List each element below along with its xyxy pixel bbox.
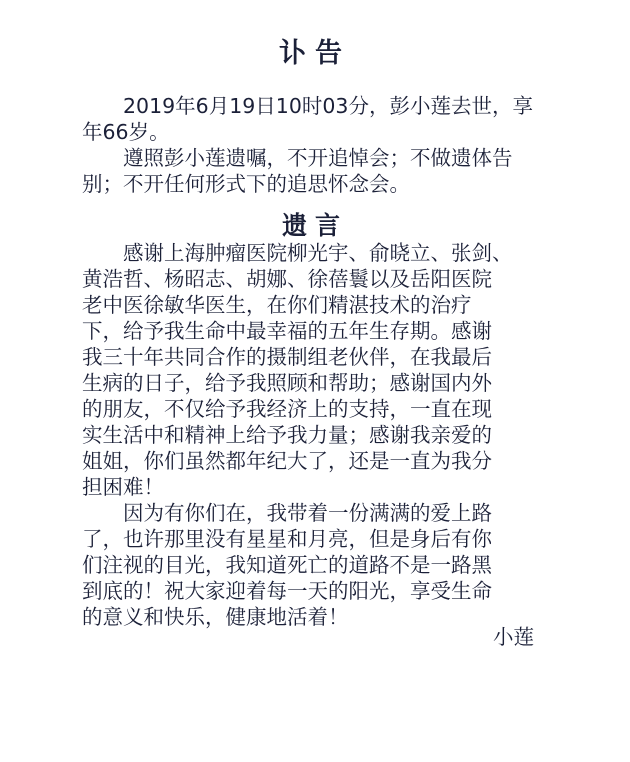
notice-line: 别；不开任何形式下的追思怀念会。 [82,172,410,196]
will-line: 们注视的目光，我知道死亡的道路不是一路黑 [82,553,492,577]
notice-title: 讣告 [279,38,351,69]
will-line: 感谢上海肿瘤医院柳光宇、俞晓立、张剑、 [82,241,513,265]
will-line: 生病的日子，给予我照顾和帮助；感谢国内外 [82,371,492,395]
will-line: 下，给予我生命中最幸福的五年生存期。感谢 [82,319,492,343]
notice-line: 年66岁。 [82,120,170,144]
signature: 小莲 [493,625,534,649]
will-line: 姐姐，你们虽然都年纪大了，还是一直为我分 [82,449,492,473]
will-line: 到底的！祝大家迎着每一天的阳光，享受生命 [82,579,492,603]
will-line: 了，也许那里没有星星和月亮，但是身后有你 [82,527,492,551]
will-title: 遗言 [281,211,348,240]
will-line: 的意义和快乐，健康地活着！ [82,605,349,629]
will-line: 老中医徐敏华医生，在你们精湛技术的治疗 [82,293,472,317]
will-line: 我三十年共同合作的摄制组老伙伴，在我最后 [82,345,492,369]
notice-line: 2019年6月19日10时03分，彭小莲去世，享 [82,94,533,118]
will-line: 的朋友，不仅给予我经济上的支持，一直在现 [82,397,492,421]
will-line: 担困难！ [82,475,164,499]
notice-line: 遵照彭小莲遗嘱，不开追悼会；不做遗体告 [82,146,513,170]
will-line: 实生活中和精神上给予我力量；感谢我亲爱的 [82,423,492,447]
will-line: 因为有你们在，我带着一份满满的爱上路 [82,501,492,525]
will-line: 黄浩哲、杨昭志、胡娜、徐蓓鬟以及岳阳医院 [82,267,492,291]
